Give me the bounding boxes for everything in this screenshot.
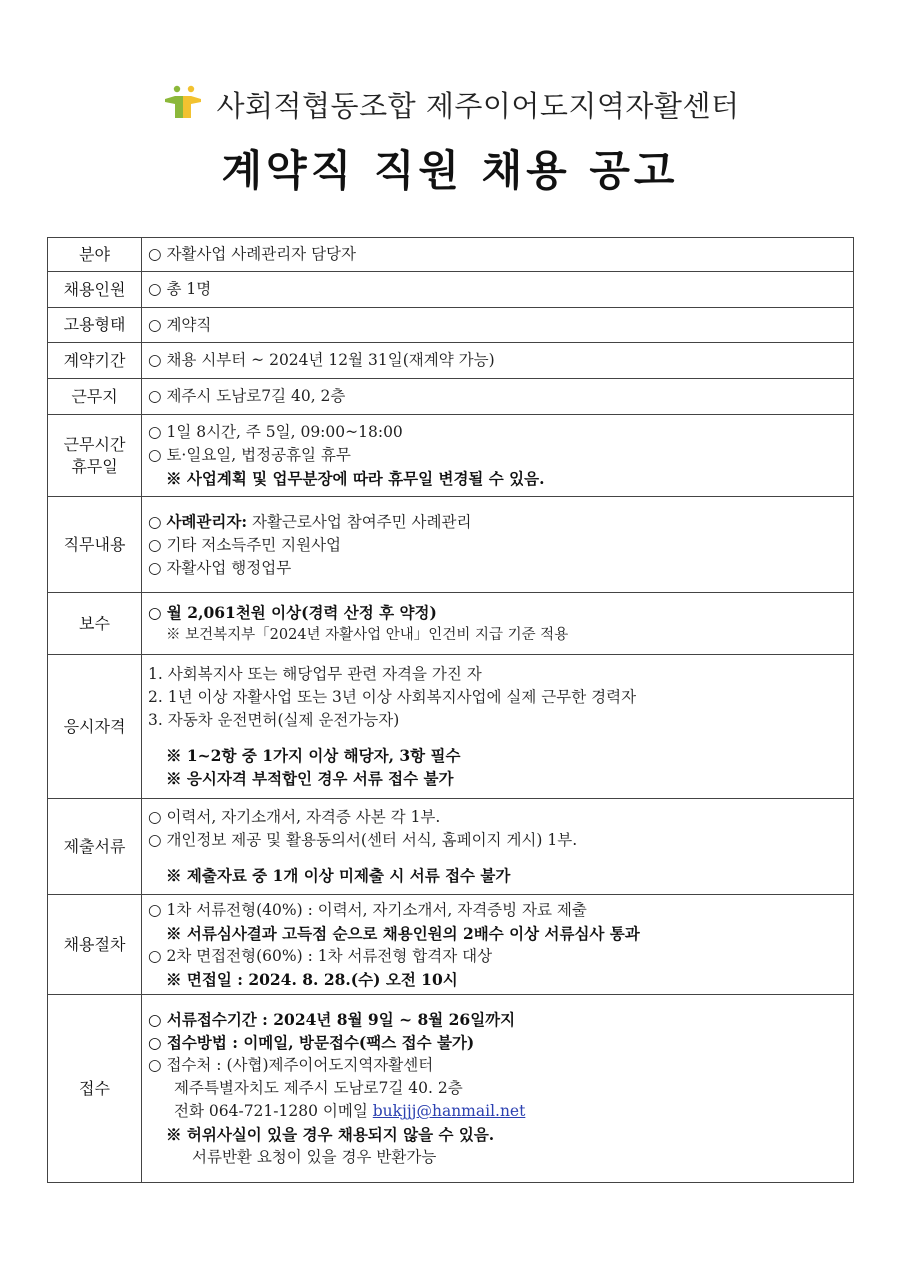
content-line: ○ 서류접수기간 : 2024년 8월 9일 ~ 8월 26일까지 <box>148 1010 516 1029</box>
row-label: 계약기간 <box>48 343 142 379</box>
content-line: 서류반환 요청이 있을 경우 반환가능 <box>192 1148 437 1166</box>
content-line: 2. 1년 이상 자활사업 또는 3년 이상 사회복지사업에 실제 근무한 경력자 <box>148 688 637 706</box>
address-line: 제주특별자치도 제주시 도남로7길 40. 2층 <box>174 1079 463 1097</box>
table-row-procedure <box>48 895 854 995</box>
row-content <box>142 895 854 995</box>
row-content <box>142 379 854 415</box>
email-link[interactable]: bukjjj@hanmail.net <box>372 1102 526 1120</box>
table-row-contract-period <box>48 343 854 379</box>
row-label: 근무지 <box>48 379 142 415</box>
row-label: 제출서류 <box>48 799 142 895</box>
note-line: ※ 제출자료 중 1개 이상 미제출 시 서류 접수 불가 <box>166 866 511 885</box>
note-line: ※ 1~2항 중 1가지 이상 해당자, 3항 필수 <box>166 746 461 765</box>
row-label: 응시자격 <box>48 655 142 799</box>
content-line: ○ 토·일요일, 법정공휴일 휴무 <box>148 446 351 464</box>
content-line: ○ 계약직 <box>148 315 212 334</box>
table-row-documents <box>48 799 854 895</box>
content-line: ○ 기타 저소득주민 지원사업 <box>148 535 342 554</box>
organization-header <box>0 84 900 127</box>
row-label: 직무내용 <box>48 497 142 593</box>
table-row-salary <box>48 593 854 655</box>
note-line: ※ 면접일 : 2024. 8. 28.(수) 오전 10시 <box>166 969 458 989</box>
recruitment-table <box>47 237 854 1183</box>
content-line: ○ 이력서, 자기소개서, 자격증 사본 각 1부. <box>148 808 441 826</box>
row-content <box>142 497 854 593</box>
organization-logo-icon <box>161 84 205 127</box>
content-line: ○ 2차 면접전형(60%) : 1차 서류전형 합격자 대상 <box>148 946 493 965</box>
content-line: 3. 자동차 운전면허(실제 운전가능자) <box>148 711 400 729</box>
row-label: 접수 <box>48 995 142 1183</box>
note-line: ※ 허위사실이 있을 경우 채용되지 않을 수 있음. <box>166 1125 495 1144</box>
table-row-workplace <box>48 379 854 415</box>
row-content <box>142 308 854 343</box>
table-row-field <box>48 238 854 272</box>
note-line: ※ 서류심사결과 고득점 순으로 채용인원의 2배수 이상 서류심사 통과 <box>166 923 640 943</box>
row-label <box>48 415 142 497</box>
content-line: ○ 사례관리자: 자활근로사업 참여주민 사례관리 <box>148 511 472 531</box>
content-line: ○ 1차 서류전형(40%) : 이력서, 자기소개서, 자격증빙 자료 제출 <box>148 900 587 919</box>
content-line: 1. 사회복지사 또는 해당업무 관련 자격을 가진 자 <box>148 665 482 683</box>
row-label: 채용절차 <box>48 895 142 995</box>
row-content <box>142 415 854 497</box>
organization-name: 사회적협동조합 제주이어도지역자활센터 <box>216 89 740 123</box>
row-content <box>142 238 854 272</box>
row-content <box>142 995 854 1183</box>
content-line: ○ 접수방법 : 이메일, 방문접수(팩스 접수 불가) <box>148 1033 475 1052</box>
contact-line <box>148 1100 853 1123</box>
content-line: ○ 자활사업 행정업무 <box>148 558 292 577</box>
table-row-qualifications <box>48 655 854 799</box>
row-content <box>142 799 854 895</box>
row-label-line: 근무시간 <box>63 434 126 454</box>
content-line: ○ 월 2,061천원 이상(경력 산정 후 약정) <box>148 602 437 622</box>
row-content <box>142 272 854 308</box>
content-line: ○ 자활사업 사례관리자 담당자 <box>148 245 356 263</box>
row-label: 보수 <box>48 593 142 655</box>
row-content <box>142 655 854 799</box>
content-line: ○ 접수처 : (사협)제주이어도지역자활센터 <box>148 1056 434 1074</box>
row-label: 고용형태 <box>48 308 142 343</box>
table-row-application <box>48 995 854 1183</box>
content-line: ○ 제주시 도남로7길 40, 2층 <box>148 387 346 405</box>
note-line: ※ 보건복지부「2024년 자활사업 안내」인건비 지급 기준 적용 <box>166 626 569 643</box>
content-line: ○ 개인정보 제공 및 활용동의서(센터 서식, 홈페이지 게시) 1부. <box>148 831 578 849</box>
note-line: ※ 응시자격 부적합인 경우 서류 접수 불가 <box>166 769 454 788</box>
page-title: 계약직 직원 채용 공고 <box>221 146 679 195</box>
row-content <box>142 593 854 655</box>
row-label: 분야 <box>48 238 142 272</box>
row-label-line: 휴무일 <box>71 456 118 476</box>
table-row-duties <box>48 497 854 593</box>
table-row-headcount <box>48 272 854 308</box>
content-line: ○ 총 1명 <box>148 280 212 298</box>
row-content <box>142 343 854 379</box>
phone-text: 전화 064-721-1280 이메일 <box>174 1102 373 1120</box>
content-line: ○ 채용 시부터 ~ 2024년 12월 31일(재계약 가능) <box>148 351 495 369</box>
note-line: ※ 사업계획 및 업무분장에 따라 휴무일 변경될 수 있음. <box>166 469 545 488</box>
content-line: ○ 1일 8시간, 주 5일, 09:00~18:00 <box>148 423 403 441</box>
table-row-employment-type <box>48 308 854 343</box>
row-label: 채용인원 <box>48 272 142 308</box>
table-row-work-hours <box>48 415 854 497</box>
